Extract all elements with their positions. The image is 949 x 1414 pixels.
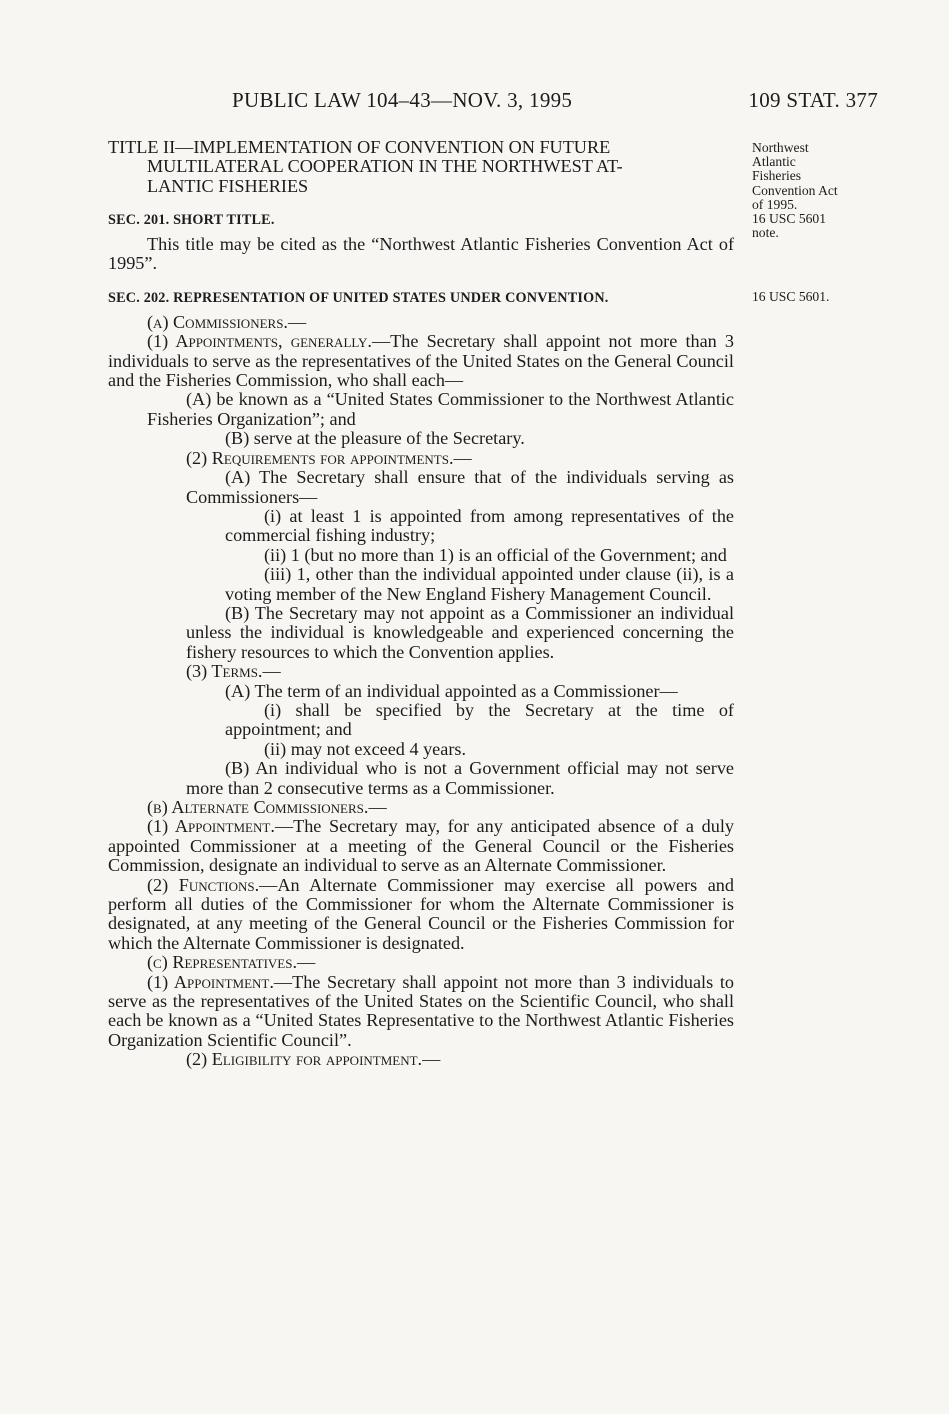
subparagraph-a2B: (B) The Secretary may not appoint as a Commissioner an individual unless the individual is knowledgeable and experienced concerning the fishery resources to which the Convention applies. (186, 602, 734, 662)
section-202-heading: SEC. 202. REPRESENTATION OF UNITED STATES UNDER CONVENTION. (108, 290, 609, 307)
paragraph-b2: (2) Functions.—An Alternate Commissioner may exercise all powers and perform all duties of the Commissioner for whom the Alternate Commissioner is designated, at any meeting of the General Council or the Fisheries Commission for which the Alternate Commissioner is designated. (108, 874, 734, 953)
margin-note-line: Fisheries (752, 168, 802, 184)
subsection-a-heading: (a) Commissioners.— (147, 311, 307, 332)
subparagraph-a2A: (A) The Secretary shall ensure that of the individuals serving as Commissioners— (186, 467, 734, 507)
margin-note-line: note. (752, 225, 779, 241)
section-201-text: This title may be cited as the “Northwest Atlantic Fisheries Convention Act of 1995”. (108, 233, 734, 274)
clause-a2Aiii: (iii) 1, other than the individual appointed under clause (ii), is a voting member of the New England Fishery Management Council. (225, 564, 734, 604)
margin-note-sec202: 16 USC 5601. (752, 289, 830, 304)
subparagraph-a1B: (B) serve at the pleasure of the Secretary. (225, 428, 525, 449)
clause-a3Aii: (ii) may not exceed 4 years. (264, 738, 466, 759)
clause-a2Ai: (i) at least 1 is appointed from among representatives of the commercial fishing industry; (225, 505, 734, 546)
margin-note-short-title (752, 141, 872, 240)
paragraph-c2: (2) Eligibility for appointment.— (186, 1049, 441, 1070)
paragraph-a2: (2) Requirements for appointments.— (186, 447, 472, 468)
subparagraph-a1A: (A) be known as a “United States Commissioner to the Northwest Atlantic Fisheries Organization”; and (147, 389, 734, 429)
section-201-heading: SEC. 201. SHORT TITLE. (108, 212, 275, 229)
subsection-c-heading: (c) Representatives.— (147, 952, 316, 973)
public-law-citation: PUBLIC LAW 104–43—NOV. 3, 1995 (232, 88, 573, 112)
margin-note-line: of 1995. (752, 196, 798, 212)
statute-page-number: 109 STAT. 377 (748, 88, 878, 112)
subparagraph-a3A: (A) The term of an individual appointed as a Commissioner— (225, 680, 678, 701)
paragraph-a1: (1) Appointments, generally.—The Secretary shall appoint not more than 3 individuals to serve as the representatives of the United States on the General Council and the Fisheries Commission, who shall each— (108, 331, 734, 391)
margin-note-line: Convention Act (752, 182, 838, 198)
title-heading: TITLE II—IMPLEMENTATION OF CONVENTION ON FUTURE MULTILATERAL COOPERATION IN THE NORTHWEST AT- LANTIC FISHERIES (108, 137, 623, 196)
clause-a3Ai: (i) shall be specified by the Secretary at the time of appointment; and (225, 699, 734, 740)
margin-note-line: Atlantic (752, 154, 796, 170)
margin-note-line: Northwest (752, 140, 809, 155)
paragraph-a3: (3) Terms.— (186, 661, 281, 682)
paragraph-c1: (1) Appointment.—The Secretary shall appoint not more than 3 individuals to serve as the representatives of the United States on the Scientific Council, who shall each be known as a “United States Representative to the Northwest Atlantic Fisheries Organization Scientific Council”. (108, 971, 734, 1050)
document-body (108, 138, 734, 1070)
paragraph-b1: (1) Appointment.—The Secretary may, for any anticipated absence of a duly appointed Commissioner at a meeting of the General Council or the Fisheries Commission, designate an individual to serve as an Alternate Commissioner. (108, 816, 734, 876)
clause-a2Aii: (ii) 1 (but no more than 1) is an official of the Government; and (264, 544, 727, 565)
margin-note-line: 16 USC 5601 (752, 211, 827, 227)
subsection-b-heading: (b) Alternate Commissioners.— (147, 797, 387, 817)
subparagraph-a3B: (B) An individual who is not a Government official may not serve more than 2 consecutive terms as a Commissioner. (186, 758, 734, 798)
